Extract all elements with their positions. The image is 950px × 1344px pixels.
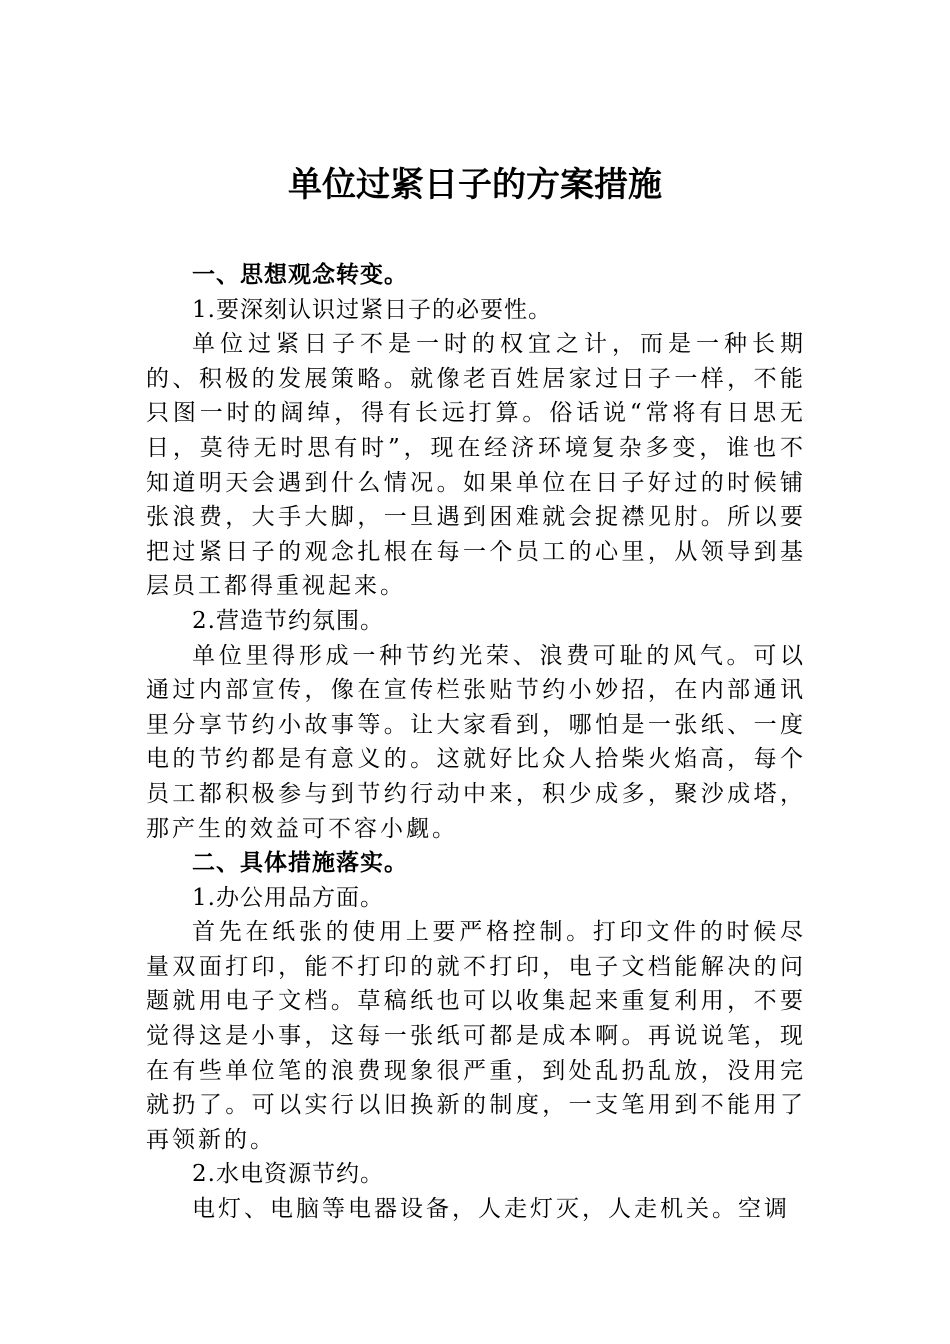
subheading-1-1: 1.要深刻认识过紧日子的必要性。 bbox=[192, 296, 552, 323]
subheading-2-1: 1.办公用品方面。 bbox=[192, 884, 384, 911]
document-body bbox=[146, 258, 806, 1227]
subheading-2-2: 2.水电资源节约。 bbox=[192, 1161, 384, 1188]
section-heading-1: 一、思想观念转变。 bbox=[192, 261, 408, 288]
paragraph-2-2: 电灯、电脑等电器设备，人走灯灭，人走机关。空调 bbox=[192, 1196, 790, 1223]
paragraph-2-1: 首先在纸张的使用上要严格控制。打印文件的时候尽量双面打印，能不打印的就不打印，电子文档能解决的问题就用电子文档。草稿纸也可以收集起来重复利用，不要觉得这是小事，这每一张纸可都是成本啊。再说说笔，现在有些单位笔的浪费现象很严重，到处乱扔乱放，没用完就扔了。可以实行以旧换新的制度，一支笔用到不能用了再领新的。 bbox=[146, 919, 806, 1153]
subheading-1-2: 2.营造节约氛围。 bbox=[192, 607, 384, 634]
paragraph-1-2: 单位里得形成一种节约光荣、浪费可耻的风气。可以通过内部宣传，像在宣传栏张贴节约小妙招，在内部通讯里分享节约小故事等。让大家看到，哪怕是一张纸、一度电的节约都是有意义的。这就好比众人拾柴火焰高，每个员工都积极参与到节约行动中来，积少成多，聚沙成塔，那产生的效益可不容小觑。 bbox=[146, 642, 806, 842]
paragraph-1-1: 单位过紧日子不是一时的权宜之计，而是一种长期的、积极的发展策略。就像老百姓居家过日子一样，不能只图一时的阔绰，得有长远打算。俗话说“常将有日思无日，莫待无时思有时”，现在经济环境复杂多变，谁也不知道明天会遇到什么情况。如果单位在日子好过的时候铺张浪费，大手大脚，一旦遇到困难就会捉襟见肘。所以要把过紧日子的观念扎根在每一个员工的心里，从领导到基层员工都得重视起来。 bbox=[146, 331, 806, 600]
section-heading-2: 二、具体措施落实。 bbox=[192, 849, 408, 877]
document-title: 单位过紧日子的方案措施 bbox=[288, 165, 662, 205]
